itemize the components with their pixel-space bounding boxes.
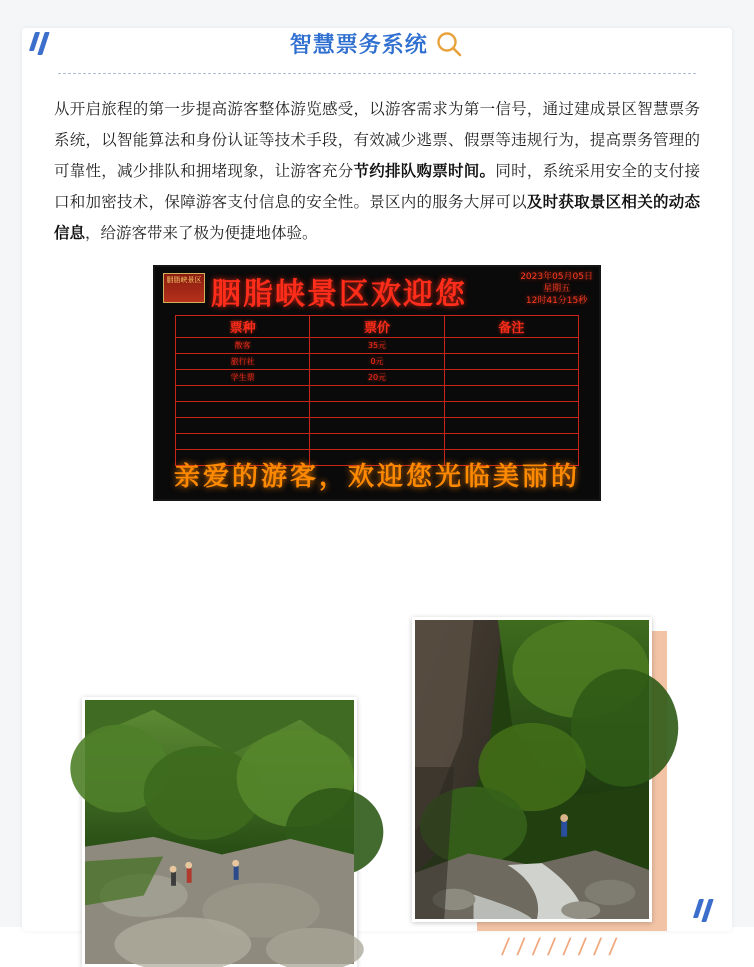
led-cell-ticket-type bbox=[176, 402, 310, 418]
table-row bbox=[176, 370, 579, 386]
led-cell-price: 20元 bbox=[310, 370, 444, 386]
led-cell-note bbox=[444, 402, 578, 418]
led-display-image bbox=[153, 265, 601, 501]
table-row bbox=[176, 434, 579, 450]
led-cell-ticket-type bbox=[176, 386, 310, 402]
led-table-header-cell: 票种 bbox=[176, 316, 310, 338]
led-title: 胭脂峡景区欢迎您 bbox=[211, 277, 467, 312]
photo-right-gorge-stream bbox=[412, 617, 652, 922]
led-cell-note bbox=[444, 354, 578, 370]
led-cell-price: 0元 bbox=[310, 354, 444, 370]
article-bold-1: 节约排队购票时间。 bbox=[353, 163, 496, 180]
photo-left-trail-visitors bbox=[82, 697, 357, 967]
table-row bbox=[176, 386, 579, 402]
led-cell-price: 35元 bbox=[310, 338, 444, 354]
table-row bbox=[176, 402, 579, 418]
page-title: 智慧票务系统 bbox=[289, 32, 428, 57]
article-bold-2: 及时获取景区相关的动态信息 bbox=[54, 194, 700, 242]
led-cell-ticket-type: 学生票 bbox=[176, 370, 310, 386]
article-paragraph-1: 从开启旅程的第一步提高游客整体游览感受，以游客需求为第一信号，通过建成景区智慧票务系统，以智能算法和身份认证等技术手段，有效减少逃票、假票等违规行为，提高票务管理的可靠性，减少排队和拥堵现象，让游客充分 bbox=[54, 101, 700, 180]
led-cell-note bbox=[444, 370, 578, 386]
led-price-table bbox=[175, 315, 579, 466]
led-cell-note bbox=[444, 434, 578, 450]
table-row bbox=[176, 354, 579, 370]
led-datetime bbox=[520, 271, 593, 307]
search-icon[interactable] bbox=[434, 29, 464, 59]
led-cell-note bbox=[444, 386, 578, 402]
led-cell-ticket-type: 旅行社 bbox=[176, 354, 310, 370]
led-scrolling-message: 亲爱的游客，欢迎您光临美丽的 bbox=[173, 462, 580, 492]
led-time: 12时41分15秒 bbox=[525, 296, 588, 306]
led-logo: 胭脂峡景区 bbox=[163, 273, 205, 303]
led-cell-price bbox=[310, 386, 444, 402]
led-table-header-cell: 票价 bbox=[310, 316, 444, 338]
led-cell-note bbox=[444, 418, 578, 434]
decorative-slashes: / / / / / / / / bbox=[500, 934, 619, 961]
content-card bbox=[22, 28, 732, 961]
table-row bbox=[176, 418, 579, 434]
led-date: 2023年05月05日 bbox=[520, 272, 593, 282]
led-weekday: 星期五 bbox=[543, 284, 571, 294]
led-cell-ticket-type: 散客 bbox=[176, 338, 310, 354]
header-divider bbox=[58, 73, 696, 74]
photo-collage bbox=[22, 507, 732, 961]
led-cell-price bbox=[310, 402, 444, 418]
article-paragraph-3: ，给游客带来了极为便捷地体验。 bbox=[85, 225, 318, 242]
led-header-row bbox=[155, 267, 599, 313]
led-cell-note bbox=[444, 338, 578, 354]
led-cell-ticket-type bbox=[176, 418, 310, 434]
page-header bbox=[22, 28, 732, 59]
article-paragraph-2: 同时，系统采用安全的支付接口和加密技术，保障游客支付信息的安全性。景区内的服务大屏可以 bbox=[54, 163, 700, 211]
article-body bbox=[54, 94, 700, 249]
led-cell-ticket-type bbox=[176, 434, 310, 450]
table-row bbox=[176, 338, 579, 354]
led-cell-price bbox=[310, 434, 444, 450]
led-cell-price bbox=[310, 418, 444, 434]
led-table-header-cell: 备注 bbox=[444, 316, 578, 338]
led-table-header-row bbox=[176, 316, 579, 338]
